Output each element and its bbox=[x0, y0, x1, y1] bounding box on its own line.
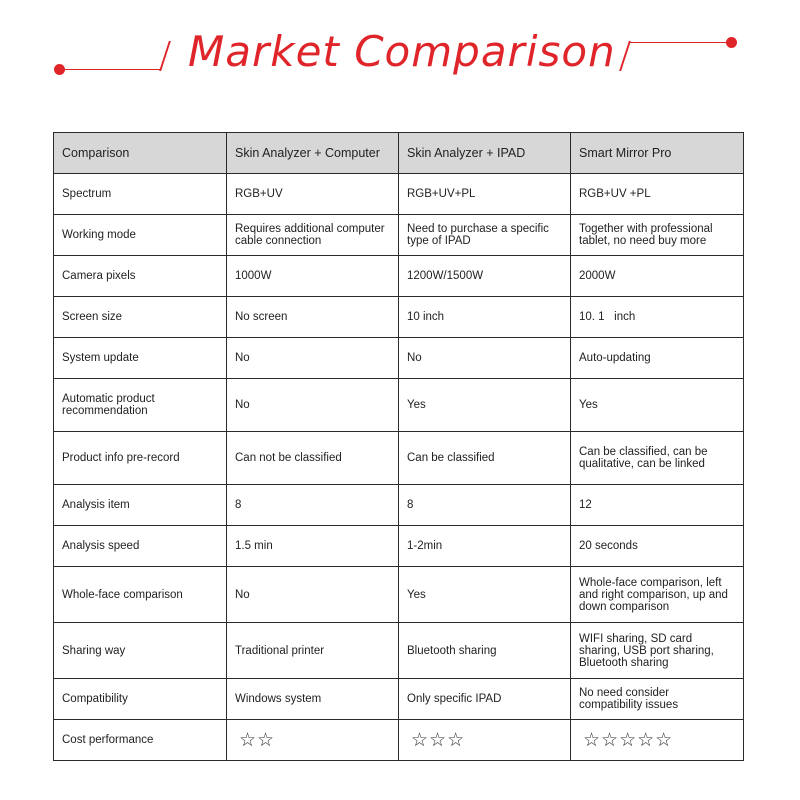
table-cell: Yes bbox=[399, 379, 571, 432]
right-dot-ornament bbox=[726, 37, 737, 48]
table-row bbox=[54, 297, 744, 338]
column-header: Comparison bbox=[54, 133, 227, 174]
table-cell: No bbox=[399, 338, 571, 379]
table-cell: 10. 1 inch bbox=[571, 297, 744, 338]
page-title: Market Comparison bbox=[188, 27, 616, 76]
table-cell: 1200W/1500W bbox=[399, 256, 571, 297]
table-cell: 8 bbox=[227, 485, 399, 526]
table-cell: Requires additional computer cable connection bbox=[227, 215, 399, 256]
table-cell: Can be classified, can be qualitative, can be linked bbox=[571, 432, 744, 485]
column-header: Smart Mirror Pro bbox=[571, 133, 744, 174]
table-row bbox=[54, 215, 744, 256]
table-header-row bbox=[54, 133, 744, 174]
row-label: Analysis speed bbox=[54, 526, 227, 567]
table-cell: Need to purchase a specific type of IPAD bbox=[399, 215, 571, 256]
table-cell: 20 seconds bbox=[571, 526, 744, 567]
table-cell: Auto-updating bbox=[571, 338, 744, 379]
table-row bbox=[54, 432, 744, 485]
table-row bbox=[54, 567, 744, 623]
row-label: System update bbox=[54, 338, 227, 379]
star-outline-icon: ☆☆ bbox=[227, 720, 399, 761]
table-cell: No bbox=[227, 567, 399, 623]
table-cell: 2000W bbox=[571, 256, 744, 297]
table-cell: No screen bbox=[227, 297, 399, 338]
table-cell: RGB+UV bbox=[227, 174, 399, 215]
star-outline-icon: ☆☆☆ bbox=[399, 720, 571, 761]
row-label: Cost performance bbox=[54, 720, 227, 761]
row-label: Screen size bbox=[54, 297, 227, 338]
row-label: Analysis item bbox=[54, 485, 227, 526]
table-cell: Can not be classified bbox=[227, 432, 399, 485]
table-row bbox=[54, 679, 744, 720]
table-row bbox=[54, 526, 744, 567]
table-cell: Whole-face comparison, left and right comparison, up and down comparison bbox=[571, 567, 744, 623]
table-cell: Only specific IPAD bbox=[399, 679, 571, 720]
table-row bbox=[54, 338, 744, 379]
table-cell: WIFI sharing, SD card sharing, USB port sharing, Bluetooth sharing bbox=[571, 623, 744, 679]
row-label: Camera pixels bbox=[54, 256, 227, 297]
row-label: Automatic product recommendation bbox=[54, 379, 227, 432]
left-line-ornament bbox=[60, 69, 160, 70]
table-row bbox=[54, 256, 744, 297]
table-cell: Bluetooth sharing bbox=[399, 623, 571, 679]
table-row-cost-performance bbox=[54, 720, 744, 761]
table-cell: No need consider compatibility issues bbox=[571, 679, 744, 720]
comparison-table bbox=[53, 132, 744, 761]
table-cell: 1000W bbox=[227, 256, 399, 297]
column-header: Skin Analyzer + IPAD bbox=[399, 133, 571, 174]
row-label: Spectrum bbox=[54, 174, 227, 215]
right-line-ornament bbox=[630, 42, 730, 43]
table-cell: 8 bbox=[399, 485, 571, 526]
table-row bbox=[54, 174, 744, 215]
column-header: Skin Analyzer + Computer bbox=[227, 133, 399, 174]
table-cell: No bbox=[227, 379, 399, 432]
row-label: Sharing way bbox=[54, 623, 227, 679]
table-cell: 1-2min bbox=[399, 526, 571, 567]
table-row bbox=[54, 485, 744, 526]
table-cell: 10 inch bbox=[399, 297, 571, 338]
row-label: Product info pre-record bbox=[54, 432, 227, 485]
table-cell: Windows system bbox=[227, 679, 399, 720]
row-label: Working mode bbox=[54, 215, 227, 256]
table-cell: 1.5 min bbox=[227, 526, 399, 567]
table-cell: RGB+UV +PL bbox=[571, 174, 744, 215]
table-cell: Yes bbox=[399, 567, 571, 623]
table-cell: No bbox=[227, 338, 399, 379]
star-outline-icon: ☆☆☆☆☆ bbox=[571, 720, 744, 761]
table-row bbox=[54, 623, 744, 679]
table-cell: Together with professional tablet, no need buy more bbox=[571, 215, 744, 256]
table-cell: Yes bbox=[571, 379, 744, 432]
table-cell: 12 bbox=[571, 485, 744, 526]
table-row bbox=[54, 379, 744, 432]
left-slash-ornament bbox=[159, 41, 170, 71]
right-slash-ornament bbox=[619, 41, 630, 71]
title-banner bbox=[0, 0, 800, 100]
table-cell: RGB+UV+PL bbox=[399, 174, 571, 215]
row-label: Compatibility bbox=[54, 679, 227, 720]
table-cell: Traditional printer bbox=[227, 623, 399, 679]
row-label: Whole-face comparison bbox=[54, 567, 227, 623]
table-cell: Can be classified bbox=[399, 432, 571, 485]
